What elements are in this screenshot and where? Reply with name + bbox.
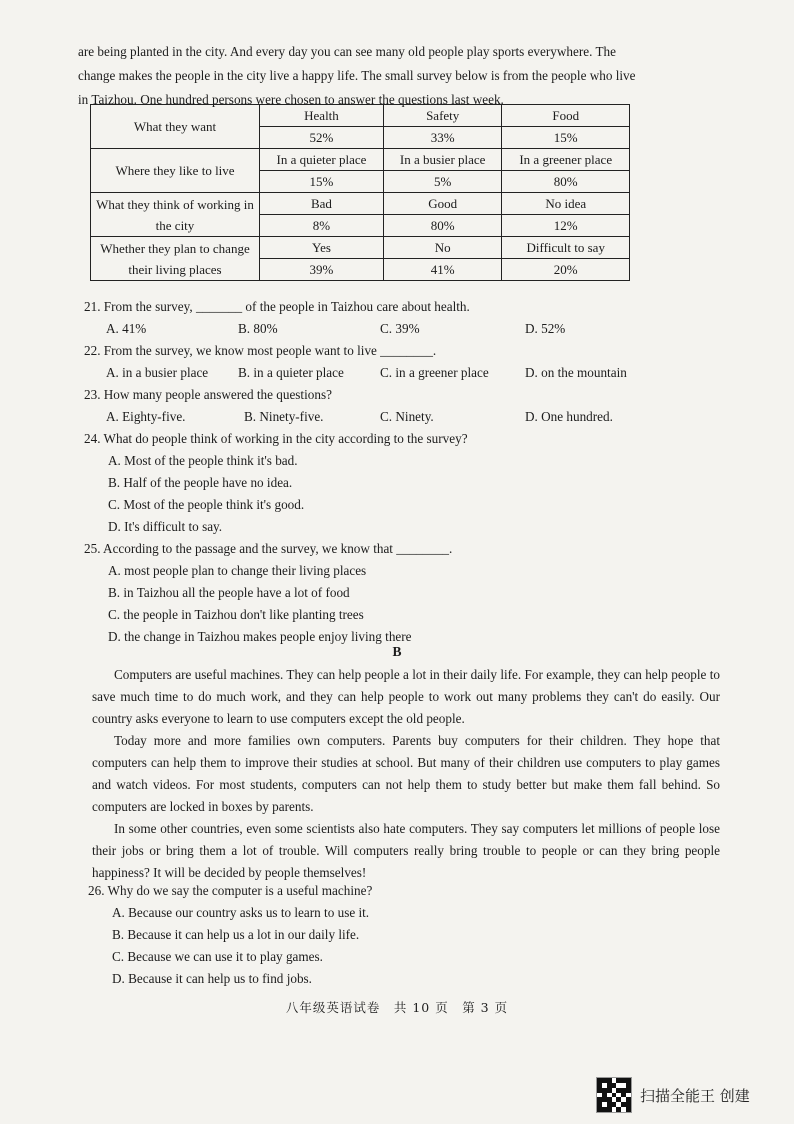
cell-value: 8% <box>260 215 384 237</box>
options-row <box>84 362 724 384</box>
question-stem: 22. From the survey, we know most people want to live ________. <box>84 343 437 358</box>
cell-value: 15% <box>502 127 630 149</box>
cell-label: No <box>383 237 502 259</box>
cell-value: 33% <box>383 127 502 149</box>
option: A. Most of the people think it's bad. <box>108 453 298 468</box>
cell-value: 52% <box>260 127 384 149</box>
qr-code-icon <box>596 1077 632 1113</box>
cell-value: 20% <box>502 259 630 281</box>
passage-paragraph: In some other countries, even some scientists also hate computers. They say computers let millions of people lose their jobs or bring them a lot of trouble. Will computers really bring trouble to people or can they bring people happiness? It will be decided by people themselves! <box>92 821 720 880</box>
options-row <box>84 406 724 428</box>
option: D. Because it can help us to find jobs. <box>112 971 312 986</box>
option: A. in a busier place <box>106 365 209 380</box>
question-26 <box>88 880 708 990</box>
options-row <box>84 318 724 340</box>
cell-value: 15% <box>260 171 384 193</box>
option: C. Ninety. <box>380 409 434 424</box>
option: A. 41% <box>106 321 147 336</box>
row-head: Where they like to live <box>91 149 260 193</box>
section-title: B <box>392 644 402 659</box>
question-stem: 25. According to the passage and the survey, we know that ________. <box>84 541 453 556</box>
cell-value: 80% <box>502 171 630 193</box>
cell-value: 12% <box>502 215 630 237</box>
cell-label: Food <box>502 105 630 127</box>
question-stem: 23. How many people answered the questions? <box>84 387 332 402</box>
intro-line: are being planted in the city. And every day you can see many old people play sports everywhere. The <box>78 44 616 59</box>
option: D. It's difficult to say. <box>108 519 223 534</box>
scanner-label: 扫描全能王 创建 <box>640 1086 750 1105</box>
option: D. 52% <box>525 321 566 336</box>
option: C. in a greener place <box>380 365 489 380</box>
option: C. the people in Taizhou don't like planting trees <box>108 607 364 622</box>
question-stem: 26. Why do we say the computer is a useful machine? <box>88 883 373 898</box>
passage-paragraph: Today more and more families own computers. Parents buy computers for their children. They hope that computers can help them to improve their studies at school. But many of their children use computers to play games and watch videos. For most students, computers can not help them to study better but make them fall behind. So computers are locked in boxes by parents. <box>92 733 720 814</box>
cell-label: In a greener place <box>502 149 630 171</box>
option: C. Most of the people think it's good. <box>108 497 305 512</box>
cell-value: 41% <box>383 259 502 281</box>
option: A. most people plan to change their living places <box>108 563 367 578</box>
option: B. Half of the people have no idea. <box>108 475 293 490</box>
row-head: What they think of working in the city <box>91 193 260 237</box>
cell-label: In a quieter place <box>260 149 384 171</box>
option: D. One hundred. <box>525 409 613 424</box>
cell-value: 5% <box>383 171 502 193</box>
question-stem: 24. What do people think of working in the city according to the survey? <box>84 431 468 446</box>
intro-text <box>78 40 728 112</box>
scanner-badge <box>596 1077 750 1113</box>
cell-label: Safety <box>383 105 502 127</box>
option: D. the change in Taizhou makes people enjoy living there <box>108 629 412 644</box>
option: B. in a quieter place <box>238 365 344 380</box>
page-footer: 八年级英语试卷 共 10 页 第 3 页 <box>285 1000 509 1015</box>
questions-21-25 <box>84 296 724 648</box>
row-head: Whether they plan to change their living places <box>91 237 260 281</box>
cell-label: Yes <box>260 237 384 259</box>
option: B. Because it can help us a lot in our daily life. <box>112 927 360 942</box>
option: A. Eighty-five. <box>106 409 186 424</box>
cell-value: 39% <box>260 259 384 281</box>
question-stem: 21. From the survey, _______ of the people in Taizhou care about health. <box>84 299 470 314</box>
intro-line: change makes the people in the city live a happy life. The small survey below is from the people who live <box>78 68 636 83</box>
passage-paragraph: Computers are useful machines. They can help people a lot in their daily life. For example, they can help people to save much time to do much work, and they can help people to work out many problems they can't do easily. Our country asks everyone to learn to use computers except the old people. <box>92 667 720 726</box>
passage-b <box>92 664 720 884</box>
option: B. 80% <box>238 321 278 336</box>
cell-label: In a busier place <box>383 149 502 171</box>
option: B. Ninety-five. <box>244 409 324 424</box>
option: D. on the mountain <box>525 365 627 380</box>
cell-value: 80% <box>383 215 502 237</box>
cell-label: No idea <box>502 193 630 215</box>
survey-table <box>90 104 630 281</box>
option: A. Because our country asks us to learn to use it. <box>112 905 370 920</box>
intro-line: in Taizhou. One hundred persons were chosen to answer the questions last week. <box>78 92 504 107</box>
cell-label: Bad <box>260 193 384 215</box>
option: B. in Taizhou all the people have a lot of food <box>108 585 350 600</box>
row-head: What they want <box>91 105 260 149</box>
cell-label: Good <box>383 193 502 215</box>
cell-label: Difficult to say <box>502 237 630 259</box>
option: C. 39% <box>380 321 420 336</box>
cell-label: Health <box>260 105 384 127</box>
option: C. Because we can use it to play games. <box>112 949 323 964</box>
